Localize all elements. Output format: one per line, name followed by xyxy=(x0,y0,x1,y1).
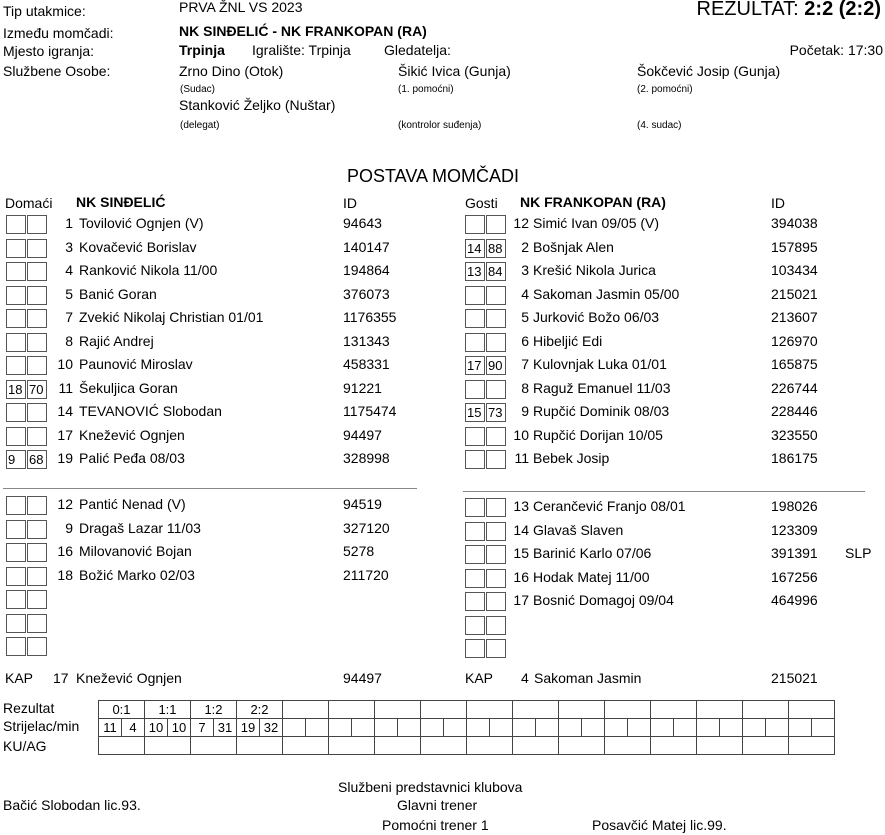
scorer-cell xyxy=(720,719,743,737)
player-name: Hibeljić Edi xyxy=(533,332,603,349)
player-id: 323550 xyxy=(771,426,818,443)
player-number: 8 xyxy=(65,332,73,349)
score-cell: 0:1 xyxy=(99,701,145,719)
assistant-coach-label: Pomoćni trener 1 xyxy=(382,817,489,833)
player-name: Knežević Ognjen xyxy=(79,426,185,443)
player-number: 16 xyxy=(57,543,73,559)
official-name: Zrno Dino (Otok) xyxy=(179,63,284,79)
scorer-cell xyxy=(766,719,789,737)
player-row xyxy=(0,637,885,660)
official-role: (delegat) xyxy=(180,120,220,131)
scorer-cell xyxy=(352,719,375,737)
sub-player-box xyxy=(465,616,485,635)
player-note: SLP xyxy=(845,545,872,561)
player-number: 11 xyxy=(514,450,529,466)
pitch-value: Igralište: Trpinja xyxy=(252,42,351,58)
player-id: 91221 xyxy=(343,379,382,396)
player-name: Cerančević Franjo 08/01 xyxy=(533,498,686,514)
scorer-cell: 7 xyxy=(191,719,214,737)
place-value: Trpinja xyxy=(179,42,225,58)
player-row xyxy=(0,307,885,330)
player-name: Palić Peđa 08/03 xyxy=(79,450,185,466)
scorer-cell xyxy=(536,719,559,737)
lineup-title: POSTAVA MOMČADI xyxy=(347,166,520,186)
score-cell xyxy=(743,701,789,719)
scorer-cell xyxy=(743,719,766,737)
player-id: 213607 xyxy=(771,309,818,325)
official-name: Šokčević Josip (Gunja) xyxy=(637,63,781,79)
match-type-label: Tip utakmice: xyxy=(3,3,86,19)
scorer-cell xyxy=(283,719,306,737)
player-id: 167256 xyxy=(771,568,818,585)
score-cell xyxy=(605,701,651,719)
scorer-cell xyxy=(444,719,467,737)
ku-cell xyxy=(375,737,421,755)
player-name: Simić Ivan 09/05 (V) xyxy=(533,215,660,231)
player-number: 5 xyxy=(521,309,529,325)
player-id: 94643 xyxy=(343,215,382,231)
player-id: 194864 xyxy=(343,262,390,278)
sub-player-box xyxy=(465,380,485,399)
sub-minute-box xyxy=(486,592,506,611)
ku-row-label: KU/AG xyxy=(3,738,47,754)
player-name: Barinić Karlo 07/06 xyxy=(533,545,652,561)
between-label: Između momčadi: xyxy=(3,25,114,41)
player-row xyxy=(0,284,885,307)
scorer-cell: 19 xyxy=(237,719,260,737)
scorer-cell xyxy=(674,719,697,737)
player-id: 198026 xyxy=(771,498,818,514)
player-id: 328998 xyxy=(343,450,390,466)
sub-player-box xyxy=(465,522,485,541)
ku-cell xyxy=(467,737,513,755)
away-id-header: ID xyxy=(771,195,785,211)
player-row xyxy=(0,331,885,354)
officials-label: Službene Osobe: xyxy=(3,63,111,79)
official-role: (4. sudac) xyxy=(637,120,682,131)
player-row xyxy=(0,496,885,519)
player-id: 215021 xyxy=(771,285,818,302)
score-cell xyxy=(329,701,375,719)
sub-player-box xyxy=(465,569,485,588)
player-name: Paunović Miroslav xyxy=(79,356,193,372)
scorer-cell xyxy=(513,719,536,737)
player-id: 391391 xyxy=(771,545,818,561)
official-name: Stanković Željko (Nuštar) xyxy=(179,97,336,113)
player-name: TEVANOVIĆ Slobodan xyxy=(79,403,222,419)
home-captain-id: 94497 xyxy=(343,670,382,686)
score-cell: 1:2 xyxy=(191,701,237,719)
score-cell xyxy=(651,701,697,719)
player-name: Bebek Josip xyxy=(533,450,610,466)
head-coach-label: Glavni trener xyxy=(397,797,478,813)
away-captain-name: Sakoman Jasmin xyxy=(534,670,642,686)
score-cell xyxy=(789,701,835,719)
player-name: Božić Marko 02/03 xyxy=(79,566,195,583)
sub-minute-box xyxy=(486,450,506,469)
scorer-cell xyxy=(605,719,628,737)
player-number: 11 xyxy=(58,379,73,396)
player-name: Banić Goran xyxy=(79,285,157,302)
sub-minute-box xyxy=(486,427,506,446)
player-number: 16 xyxy=(513,568,529,585)
home-divider xyxy=(3,488,417,489)
score-cell xyxy=(559,701,605,719)
player-id: 458331 xyxy=(343,356,390,372)
official-role: (Sudac) xyxy=(180,84,216,95)
spectators-label: Gledatelja: xyxy=(384,42,451,58)
sub-minute-box xyxy=(486,215,506,234)
ku-cell xyxy=(697,737,743,755)
sub-minute-box xyxy=(486,522,506,541)
ku-cell xyxy=(145,737,191,755)
player-number: 5 xyxy=(65,285,73,302)
scorer-cell xyxy=(490,719,513,737)
player-id: 1175474 xyxy=(343,403,397,419)
scorer-cell: 31 xyxy=(214,719,237,737)
player-number: 12 xyxy=(513,215,529,231)
ku-cell xyxy=(651,737,697,755)
sub-player-box xyxy=(465,215,485,234)
player-id: 5278 xyxy=(343,543,375,559)
player-name: Glavaš Slaven xyxy=(533,521,624,538)
score-cell xyxy=(421,701,467,719)
player-name: Ranković Nikola 11/00 xyxy=(79,262,218,278)
player-name: Rupčić Dominik 08/03 xyxy=(533,403,670,419)
sub-player-box xyxy=(465,450,485,469)
player-id: 1176355 xyxy=(343,309,397,325)
player-number: 7 xyxy=(521,356,529,372)
player-name: Kovačević Borislav xyxy=(79,238,197,255)
player-number: 15 xyxy=(513,545,529,561)
sub-player-box: 18 xyxy=(6,380,26,399)
scorer-cell: 32 xyxy=(260,719,283,737)
scorer-cell: 4 xyxy=(122,719,145,737)
player-number: 9 xyxy=(65,519,73,536)
scorer-cell: 11 xyxy=(99,719,122,737)
player-id: 165875 xyxy=(771,356,818,372)
player-row xyxy=(0,425,885,448)
player-id: 94497 xyxy=(343,426,382,443)
ku-cell xyxy=(605,737,651,755)
sub-player-box xyxy=(465,545,485,564)
score-cell: 2:2 xyxy=(237,701,283,719)
player-id: 186175 xyxy=(771,450,818,466)
sub-player-box: 17 xyxy=(465,356,485,375)
scorer-cell xyxy=(306,719,329,737)
scorer-cell: 10 xyxy=(168,719,191,737)
ku-cell xyxy=(283,737,329,755)
player-number: 10 xyxy=(57,356,73,372)
player-number: 10 xyxy=(513,426,529,443)
player-row xyxy=(0,213,885,236)
player-id: 126970 xyxy=(771,332,818,349)
ku-row xyxy=(99,737,835,755)
ku-cell xyxy=(789,737,835,755)
away-team-name: NK FRANKOPAN (RA) xyxy=(520,194,666,210)
result-label: REZULTAT: xyxy=(696,0,799,20)
player-name: Šekuljica Goran xyxy=(79,379,178,396)
sub-player-box: 14 xyxy=(465,239,485,258)
score-cell xyxy=(467,701,513,719)
sub-player-box xyxy=(465,309,485,328)
sub-player-box xyxy=(465,333,485,352)
player-number: 8 xyxy=(521,379,529,396)
player-number: 1 xyxy=(65,215,73,231)
player-name: Kulovnjak Luka 01/01 xyxy=(533,356,667,372)
scorer-row xyxy=(99,719,835,737)
player-id: 103434 xyxy=(771,262,818,278)
player-number: 17 xyxy=(513,592,529,608)
sub-player-box xyxy=(465,592,485,611)
club-officials-title: Službeni predstavnici klubova xyxy=(338,779,523,795)
player-id: 394038 xyxy=(771,215,818,231)
away-label: Gosti xyxy=(465,195,498,211)
player-number: 9 xyxy=(521,403,529,419)
official-role: (kontrolor suđenja) xyxy=(398,120,482,131)
player-number: 14 xyxy=(513,521,529,538)
player-row xyxy=(0,614,885,637)
scorer-row-label: Strijelac/min xyxy=(3,718,80,734)
player-row xyxy=(0,543,885,566)
scorer-cell xyxy=(398,719,421,737)
official-name: Šikić Ivica (Gunja) xyxy=(398,63,511,79)
player-row xyxy=(0,237,885,260)
ku-cell xyxy=(559,737,605,755)
home-captain-name: Knežević Ognjen xyxy=(76,670,182,686)
scorer-cell: 10 xyxy=(145,719,168,737)
player-name: Raguž Emanuel 11/03 xyxy=(533,379,671,396)
scorer-cell xyxy=(375,719,398,737)
official-role: (1. pomoćni) xyxy=(398,84,454,95)
player-row xyxy=(0,590,885,613)
player-row xyxy=(0,567,885,590)
score-cell: 1:1 xyxy=(145,701,191,719)
home-id-header: ID xyxy=(343,195,357,211)
scorer-cell xyxy=(651,719,674,737)
result-header xyxy=(697,0,882,21)
scorer-cell xyxy=(329,719,352,737)
home-captain-number: 17 xyxy=(53,670,69,686)
official-role: (2. pomoćni) xyxy=(637,84,693,95)
home-label: Domaći xyxy=(5,195,53,211)
player-number: 14 xyxy=(57,403,73,419)
player-row xyxy=(0,401,885,424)
ku-cell xyxy=(99,737,145,755)
scorer-cell xyxy=(421,719,444,737)
sub-minute-box xyxy=(486,286,506,305)
score-cell xyxy=(375,701,421,719)
match-type-value: PRVA ŽNL VS 2023 xyxy=(179,0,303,15)
ku-cell xyxy=(743,737,789,755)
player-number: 17 xyxy=(57,426,73,443)
player-id: 211720 xyxy=(343,566,389,583)
player-name: Bosnić Domagoj 09/04 xyxy=(533,592,674,608)
player-number: 6 xyxy=(521,332,529,349)
scorer-cell xyxy=(582,719,605,737)
player-id: 464996 xyxy=(771,592,818,608)
sub-minute-box xyxy=(486,569,506,588)
player-name: Zvekić Nikolaj Christian 01/01 xyxy=(79,309,264,325)
scorer-cell xyxy=(789,719,812,737)
score-cell xyxy=(697,701,743,719)
away-captain-label: KAP xyxy=(465,670,494,686)
player-id: 157895 xyxy=(771,238,818,255)
player-row xyxy=(0,354,885,377)
player-id: 94519 xyxy=(343,496,382,512)
sub-minute-box xyxy=(486,639,506,658)
sub-minute-box xyxy=(486,545,506,564)
sub-minute-box xyxy=(486,498,506,517)
player-number: 12 xyxy=(57,496,73,512)
sub-player-box: 15 xyxy=(465,403,485,422)
scorer-cell xyxy=(697,719,720,737)
player-id: 131343 xyxy=(343,332,390,349)
away-captain-number: 4 xyxy=(521,670,529,686)
player-row xyxy=(0,448,885,471)
player-id: 123309 xyxy=(771,521,818,538)
ku-cell xyxy=(191,737,237,755)
sub-minute-box: 68 xyxy=(27,450,47,469)
score-cell xyxy=(283,701,329,719)
player-number: 4 xyxy=(521,285,529,302)
sub-minute-box: 73 xyxy=(486,403,506,422)
sub-player-box: 9 xyxy=(6,450,26,469)
scorer-cell xyxy=(812,719,835,737)
player-name: Hodak Matej 11/00 xyxy=(533,568,650,585)
results-table xyxy=(98,700,835,755)
ku-cell xyxy=(421,737,467,755)
player-name: Tovilović Ognjen (V) xyxy=(79,215,204,231)
player-id: 228446 xyxy=(771,403,818,419)
player-row xyxy=(0,378,885,401)
player-name: Pantić Nenad (V) xyxy=(79,496,186,512)
sub-minute-box: 84 xyxy=(486,262,506,281)
between-value: NK SINĐELIĆ - NK FRANKOPAN (RA) xyxy=(179,23,427,39)
player-row xyxy=(0,520,885,543)
player-number: 19 xyxy=(57,450,73,466)
sub-player-box xyxy=(465,427,485,446)
result-value: 2:2 (2:2) xyxy=(804,0,881,20)
away-captain-id: 215021 xyxy=(771,670,818,686)
result-row-label: Rezultat xyxy=(3,700,55,716)
sub-minute-box xyxy=(486,309,506,328)
player-number: 3 xyxy=(65,238,73,255)
sub-minute-box: 88 xyxy=(486,239,506,258)
scorer-cell xyxy=(628,719,651,737)
player-name: Dragaš Lazar 11/03 xyxy=(79,519,201,536)
sub-player-box: 13 xyxy=(465,262,485,281)
player-name: Sakoman Jasmin 05/00 xyxy=(533,285,680,302)
sub-player-box xyxy=(465,639,485,658)
player-id: 226744 xyxy=(771,379,818,396)
place-label: Mjesto igranja: xyxy=(3,43,95,59)
scorer-cell xyxy=(559,719,582,737)
home-team-name: NK SINĐELIĆ xyxy=(76,194,166,210)
player-name: Bošnjak Alen xyxy=(533,238,614,255)
player-name: Milovanović Bojan xyxy=(79,543,192,559)
player-number: 13 xyxy=(513,498,529,514)
player-number: 3 xyxy=(521,262,529,278)
assistant-coach-name: Posavčić Matej lic.99. xyxy=(592,817,727,833)
player-number: 7 xyxy=(65,309,73,325)
player-row xyxy=(0,260,885,283)
player-number: 2 xyxy=(521,238,529,255)
home-captain-label: KAP xyxy=(5,670,34,686)
official-left: Bačić Slobodan lic.93. xyxy=(3,797,141,813)
player-name: Rupčić Dorijan 10/05 xyxy=(533,426,663,443)
player-number: 4 xyxy=(65,262,73,278)
sub-player-box xyxy=(465,498,485,517)
ku-cell xyxy=(513,737,559,755)
result-row xyxy=(99,701,835,719)
sub-minute-box: 90 xyxy=(486,356,506,375)
ku-cell xyxy=(237,737,283,755)
player-name: Rajić Andrej xyxy=(79,332,154,349)
sub-minute-box xyxy=(486,616,506,635)
start-time: Početak: 17:30 xyxy=(789,42,883,58)
score-cell xyxy=(513,701,559,719)
sub-minute-box: 70 xyxy=(27,380,47,399)
player-id: 327120 xyxy=(343,519,390,536)
sub-player-box xyxy=(465,286,485,305)
player-id: 376073 xyxy=(343,285,390,302)
ku-cell xyxy=(329,737,375,755)
sub-minute-box xyxy=(486,380,506,399)
player-name: Krešić Nikola Jurica xyxy=(533,262,656,278)
scorer-cell xyxy=(467,719,490,737)
player-name: Jurković Božo 06/03 xyxy=(533,309,660,325)
player-id: 140147 xyxy=(343,238,390,255)
sub-minute-box xyxy=(486,333,506,352)
player-number: 18 xyxy=(57,566,73,583)
away-divider xyxy=(463,491,865,492)
